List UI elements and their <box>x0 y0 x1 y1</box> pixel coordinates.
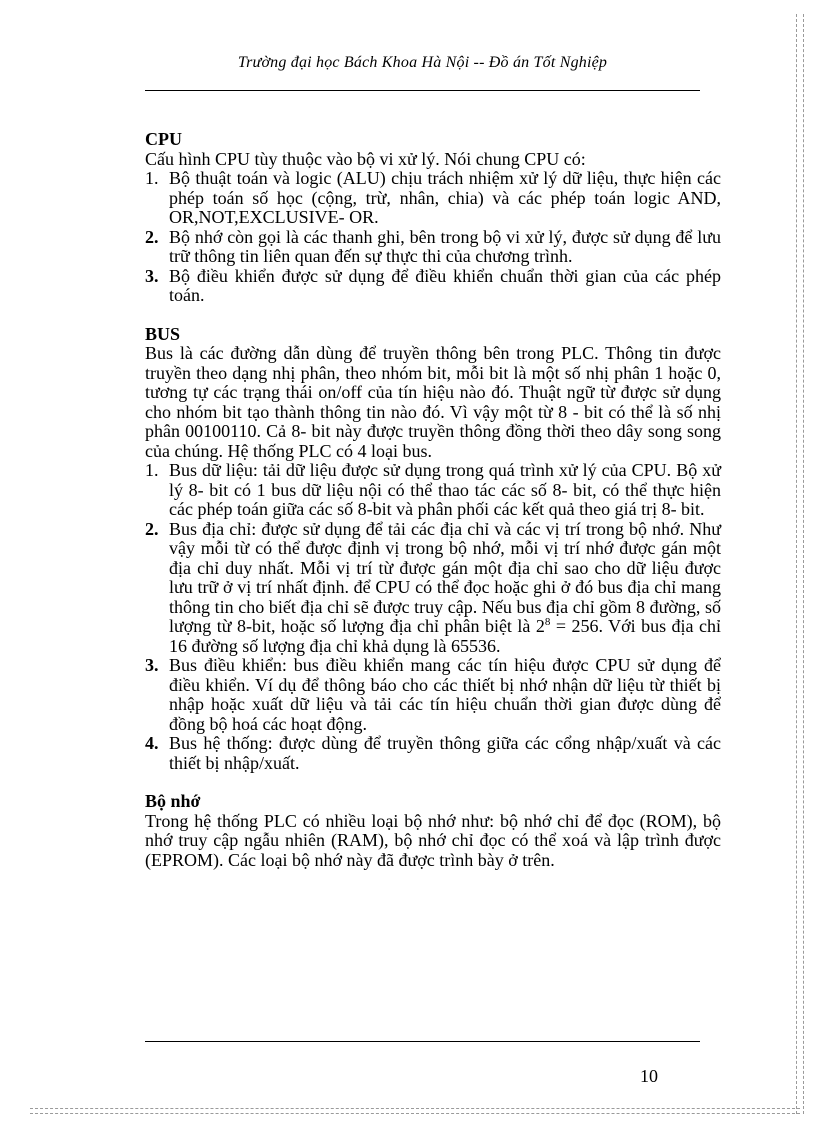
list-item <box>145 734 721 773</box>
cpu-intro: Cấu hình CPU tùy thuộc vào bộ vi xử lý. Nói chung CPU có: <box>145 148 586 169</box>
section-title-memory: Bộ nhớ <box>145 791 201 811</box>
list-item-text: Bộ thuật toán và logic (ALU) chịu trách nhiệm xử lý dữ liệu, thực hiện các phép toán số học (cộng, trừ, nhân, chia) và các phép toán logic AND, OR,NOT,EXCLUSIVE- OR. <box>169 168 721 227</box>
page-number: 10 <box>640 1066 658 1086</box>
list-number: 1. <box>145 168 159 188</box>
page-header: Trường đại học Bách Khoa Hà Nội -- Đồ án Tốt Nghiệp <box>237 54 608 71</box>
list-item-text: Bus dữ liệu: tải dữ liệu được sử dụng trong quá trình xử lý của CPU. Bộ xử lý 8- bit có 1 bus dữ liệu nội có thể thao tác các số 8- bit, có thể thực hiện các phép toán giữa các số 8-bit và phân phối các kết quả theo giá trị 8- bit. <box>169 460 721 519</box>
list-number: 4. <box>145 733 159 753</box>
list-number: 2. <box>145 226 159 247</box>
bus-intro: Bus là các đường dẫn dùng để truyền thông bên trong PLC. Thông tin được truyền theo dạng nhị phân, theo nhóm bit, mỗi bit là một số nhị phân 1 hoặc 0, tương tự các trạng thái on/off của tín hiệu nào đó. Thuật ngữ từ được sử dụng cho nhóm bit tạo thành thông tin nào đó. Vì vậy một từ 8 - bit có thể là số nhị phân 00100110. Cả 8- bit này được truyền thông đồng thời theo dây song song của chúng. Hệ thống PLC có 4 loại bus. <box>145 343 721 461</box>
superscript-exponent: 8 <box>544 616 551 628</box>
list-item <box>145 520 721 657</box>
footer-rule <box>145 1041 700 1042</box>
list-number: 2. <box>145 518 159 539</box>
list-item-text: Bộ nhớ còn gọi là các thanh ghi, bên trong bộ vi xử lý, được sử dụng để lưu trữ thông tin liên quan đến sự thực thi của chương trình. <box>169 226 721 266</box>
list-item-text: Bus hệ thống: được dùng để truyền thông giữa các cổng nhập/xuất và các thiết bị nhập/xuất. <box>169 733 721 773</box>
list-item <box>145 656 721 734</box>
list-item-text: Bộ điều khiển được sử dụng để điều khiển chuẩn thời gian của các phép toán. <box>169 265 721 305</box>
list-item-text: Bus điều khiển: bus điều khiển mang các tín hiệu được CPU sử dụng để điều khiển. Ví dụ để thông báo cho các thiết bị nhớ nhận dữ liệu từ thiết bị nhập hoặc xuất dữ liệu và tải các tín hiệu chuẩn thời gian được dùng để đồng bộ hoá các hoạt động. <box>169 655 721 734</box>
list-number: 1. <box>145 460 159 480</box>
section-title-bus: BUS <box>145 323 181 344</box>
section-title-cpu: CPU <box>145 129 182 149</box>
header-rule <box>145 90 700 91</box>
bus-list <box>145 461 721 773</box>
page-body <box>145 130 721 870</box>
list-item <box>145 169 721 228</box>
list-item <box>145 228 721 267</box>
memory-text: Trong hệ thống PLC có nhiều loại bộ nhớ như: bộ nhớ chỉ để đọc (ROM), bộ nhớ truy cập ngẫu nhiên (RAM), bộ nhớ chỉ đọc có thể xoá và lập trình được (EPROM). Các loại bộ nhớ này đã được trình bày ở trên. <box>145 810 721 870</box>
list-item-text-continued: = 256. Với bus địa chỉ 16 đường số lượng địa chỉ khả dụng là 65536. <box>169 616 721 656</box>
list-number: 3. <box>145 655 159 675</box>
list-item-text: Bus địa chỉ: được sử dụng để tải các địa chỉ và các vị trí trong bộ nhớ. Như vậy mỗi từ có thể được định vị trong bộ nhớ, mỗi vị trí nhớ được gán một địa chỉ duy nhất. Mỗi vị trí từ được gán một địa chỉ sao cho dữ liệu được lưu trữ ở vị trí nhất định. để CPU có thể đọc hoặc ghi ở đó bus địa chỉ mang thông tin cho biết địa chỉ sẽ được truy cập. Nếu bus địa chỉ gồm 8 đường, số lượng từ 8-bit, hoặc số lượng địa chỉ phân biệt là 2 <box>169 518 721 636</box>
list-item <box>145 267 721 306</box>
page-frame-right-border <box>796 14 804 1114</box>
list-item <box>145 461 721 520</box>
page-frame-bottom-border <box>30 1108 800 1114</box>
cpu-list <box>145 169 721 306</box>
list-number: 3. <box>145 265 159 286</box>
